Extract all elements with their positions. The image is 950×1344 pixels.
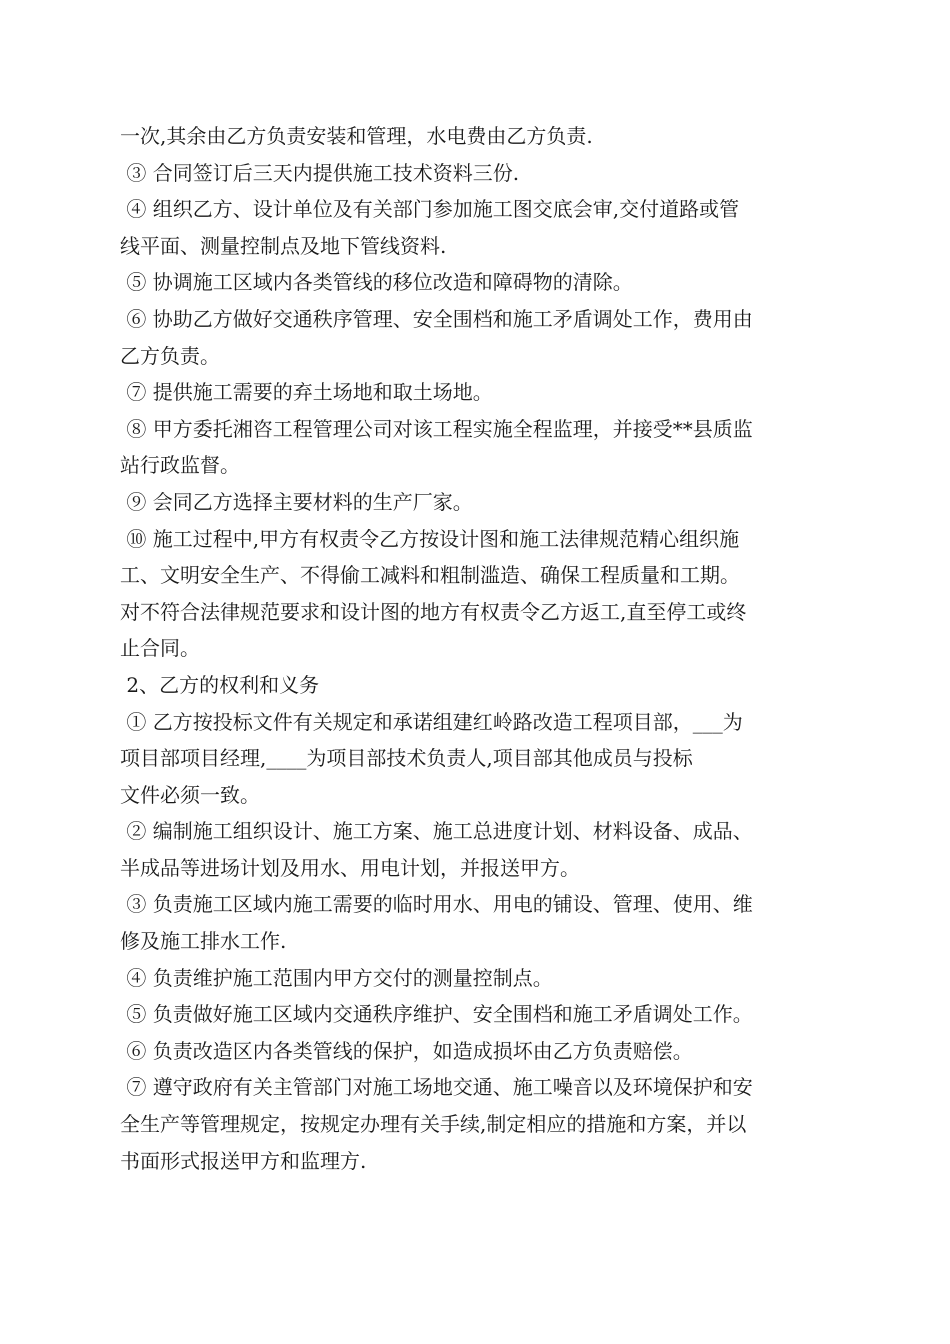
text-line: ⑦ 提供施工需要的弃土场地和取土场地。: [120, 380, 493, 405]
text-line: ④ 负责维护施工范围内甲方交付的测量控制点。: [120, 965, 553, 990]
text-line: ⑥ 协助乙方做好交通秩序管理、安全围档和施工矛盾调处工作，费用由: [120, 306, 753, 331]
text-line: 线平面、测量控制点及地下管线资料.: [120, 233, 447, 258]
text-line: ② 编制施工组织设计、施工方案、施工总进度计划、材料设备、成品、: [120, 819, 753, 844]
text-line: ③ 负责施工区域内施工需要的临时用水、用电的铺设、管理、使用、维: [120, 892, 753, 917]
text-line: ⑦ 遵守政府有关主管部门对施工场地交通、施工噪音以及环境保护和安: [120, 1075, 753, 1100]
text-line: 文件必须一致。: [120, 782, 260, 807]
text-line: 书面形式报送甲方和监理方.: [120, 1148, 367, 1173]
text-line: 工、文明安全生产、不得偷工减料和粗制滥造、确保工程质量和工期。: [120, 563, 740, 588]
text-line: 全生产等管理规定，按规定办理有关手续,制定相应的措施和方案，并以: [120, 1112, 747, 1137]
text-line: 半成品等进场计划及用水、用电计划，并报送甲方。: [120, 855, 580, 880]
text-line: 修及施工排水工作.: [120, 929, 287, 954]
text-line: 一次,其余由乙方负责安装和管理，水电费由乙方负责.: [120, 124, 593, 148]
text-line: ⑤ 协调施工区域内各类管线的移位改造和障碍物的清除。: [120, 270, 633, 295]
text-line: ⑧ 甲方委托湘咨工程管理公司对该工程实施全程监理，并接受**县质监: [120, 416, 753, 441]
text-line: ④ 组织乙方、设计单位及有关部门参加施工图交底会审,交付道路或管: [120, 197, 740, 222]
text-line: 止合同。: [120, 636, 200, 661]
document-body: [120, 118, 840, 1179]
text-line: ① 乙方按投标文件有关规定和承诺组建红岭路改造工程项目部，___为: [120, 709, 743, 734]
text-line: ⑩ 施工过程中,甲方有权责令乙方按设计图和施工法律规范精心组织施: [120, 526, 740, 551]
text-line: 站行政监督。: [120, 453, 240, 478]
text-line: ⑨ 会同乙方选择主要材料的生产厂家。: [120, 489, 473, 514]
text-line: 项目部项目经理,____为项目部技术负责人,项目部其他成员与投标: [120, 746, 693, 771]
text-line: 乙方负责。: [120, 343, 220, 368]
section-heading: 2、乙方的权利和义务: [120, 672, 320, 697]
text-line: ⑤ 负责做好施工区域内交通秩序维护、安全围档和施工矛盾调处工作。: [120, 1002, 753, 1027]
text-line: ⑥ 负责改造区内各类管线的保护，如造成损坏由乙方负责赔偿。: [120, 1038, 693, 1063]
text-line: ③ 合同签订后三天内提供施工技术资料三份.: [120, 160, 520, 185]
text-line: 对不符合法律规范要求和设计图的地方有权责令乙方返工,直至停工或终: [120, 599, 747, 624]
